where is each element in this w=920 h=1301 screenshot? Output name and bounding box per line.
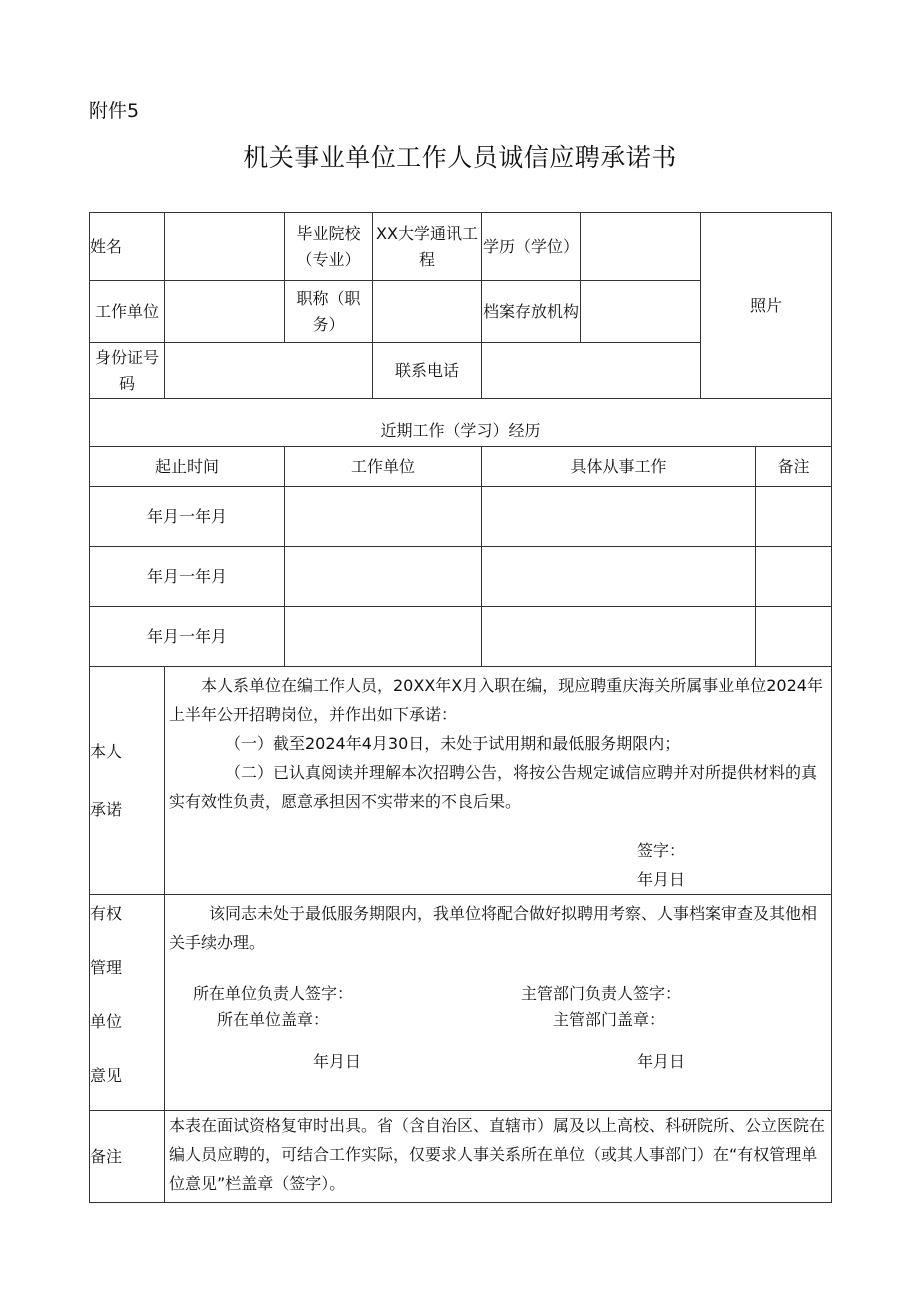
jobtitle-label: 职称（职务） [285,281,373,343]
history-section-title: 近期工作（学习）经历 [90,399,832,447]
history-note-cell[interactable] [756,607,832,667]
pledge-paragraph-3: （二）已认真阅读并理解本次招聘公告，将按公告规定诚信应聘并对所提供材料的真实有效性负责，愿意承担因不实带来的不良后果。 [169,763,818,811]
id-label: 身份证号码 [90,343,165,399]
phone-label: 联系电话 [373,343,482,399]
history-row [90,547,832,607]
history-row [90,607,832,667]
page-title: 机关事业单位工作人员诚信应聘承诺书 [243,143,677,172]
history-unit-cell[interactable] [285,487,482,547]
workunit-label: 工作单位 [90,281,165,343]
remarks-content [165,1111,832,1203]
history-unit-cell[interactable] [285,607,482,667]
attachment-label: 附件5 [89,100,140,122]
remarks-text: 本表在面试资格复审时出具。省（含自治区、直辖市）属及以上高校、科研院所、公立医院在编人员应聘的，可结合工作实际，仅要求人事关系所在单位（或其人事部门）在“有权管理单位意见”栏盖章（签字）。 [169,1116,826,1193]
unit-seal: 所在单位盖章： [217,1010,330,1029]
school-label: 毕业院校（专业） [285,213,373,281]
history-row [90,487,832,547]
authority-content[interactable] [165,895,832,1111]
history-header-duty: 具体从事工作 [482,447,756,487]
authority-label: 有权 管理 单位 意见 [90,895,165,1111]
archive-field[interactable] [581,281,701,343]
history-header-note: 备注 [756,447,832,487]
dept-seal: 主管部门盖章： [553,1010,666,1029]
history-note-cell[interactable] [756,487,832,547]
degree-label: 学历（学位） [482,213,581,281]
authority-opinion: 该同志未处于最低服务期限内，我单位将配合做好拟聘用考察、人事档案审查及其他相关手续办理。 [169,904,818,952]
school-value[interactable]: XX大学通讯工程 [373,213,482,281]
pledge-label: 本人 承诺 [90,667,165,895]
name-field[interactable] [165,213,285,281]
pledge-content[interactable] [165,667,832,895]
pledge-paragraph-1: 本人系单位在编工作人员，20XX年X月入职在编，现应聘重庆海关所属事业单位2024年上半年公开招聘岗位，并作出如下承诺： [169,676,823,724]
pledge-date: 年月日 [637,870,686,889]
degree-field[interactable] [581,213,701,281]
history-duty-cell[interactable] [482,487,756,547]
history-note-cell[interactable] [756,547,832,607]
jobtitle-field[interactable] [373,281,482,343]
history-unit-cell[interactable] [285,547,482,607]
history-header-period: 起止时间 [90,447,285,487]
history-header-unit: 工作单位 [285,447,482,487]
commitment-form [89,212,832,1203]
pledge-signature: 签字： [637,841,686,860]
history-duty-cell[interactable] [482,607,756,667]
unit-head-signature: 所在单位负责人签字： [193,984,354,1003]
workunit-field[interactable] [165,281,285,343]
id-field[interactable] [165,343,373,399]
history-duty-cell[interactable] [482,547,756,607]
photo-box[interactable] [701,213,832,399]
dept-head-signature: 主管部门负责人签字： [521,984,682,1003]
authority-date-right: 年月日 [637,1052,686,1071]
photo-label: 照片 [750,295,783,315]
remarks-label: 备注 [90,1111,165,1203]
name-label: 姓名 [90,213,165,281]
pledge-paragraph-2: （一）截至2024年4月30日，未处于试用期和最低服务期限内； [225,734,681,753]
history-period[interactable]: 年月一年月 [90,547,285,607]
phone-field[interactable] [482,343,701,399]
history-period[interactable]: 年月一年月 [90,607,285,667]
authority-date-left: 年月日 [313,1052,362,1071]
archive-label: 档案存放机构 [482,281,581,343]
history-period[interactable]: 年月一年月 [90,487,285,547]
